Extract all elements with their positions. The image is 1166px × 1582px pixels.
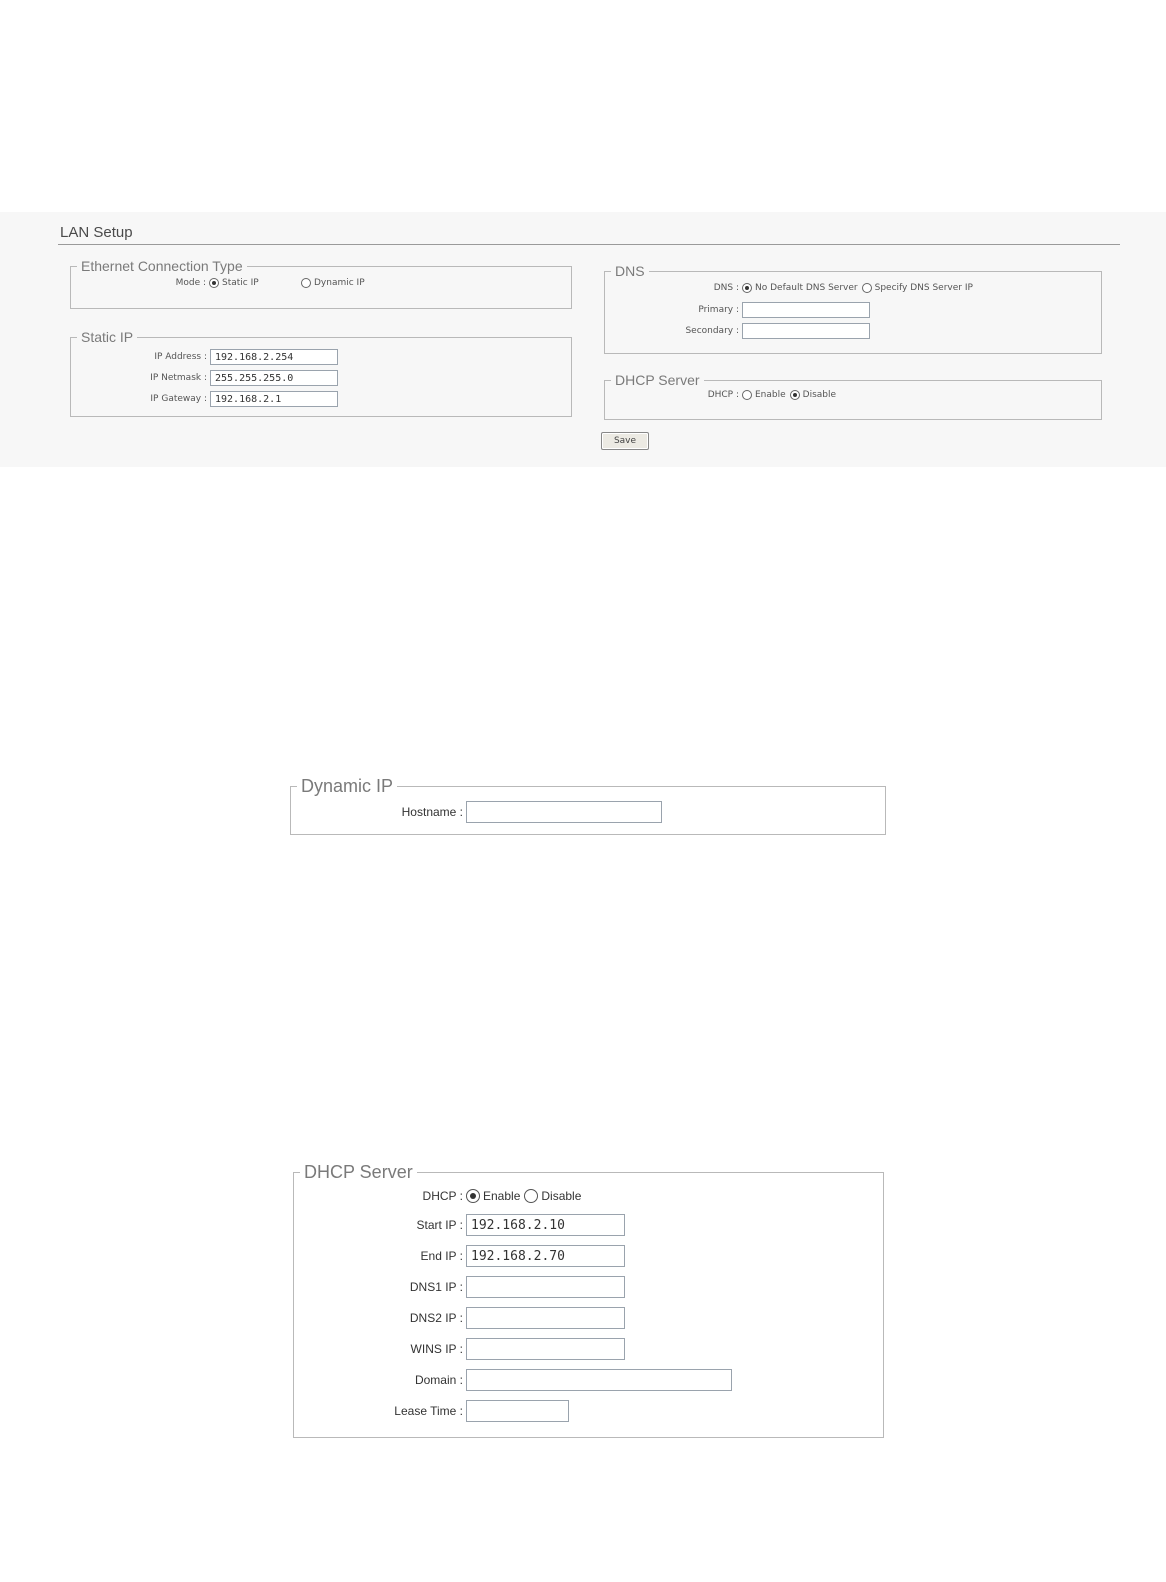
- static-ip-legend: Static IP: [81, 329, 134, 345]
- wins-ip-label: WINS IP :: [410, 1342, 463, 1356]
- end-ip-label: End IP :: [420, 1249, 463, 1263]
- dhcp-enable-radio-large[interactable]: Enable: [466, 1189, 520, 1203]
- dns-specify-radio[interactable]: Specify DNS Server IP: [862, 283, 973, 293]
- dns2-ip-input[interactable]: [466, 1307, 625, 1329]
- dns1-ip-label: DNS1 IP :: [409, 1280, 463, 1294]
- ethernet-connection-type-legend: Ethernet Connection Type: [81, 258, 243, 274]
- dynamic-ip-legend: Dynamic IP: [301, 776, 394, 796]
- ip-gateway-input[interactable]: [210, 391, 338, 407]
- ip-netmask-label: IP Netmask :: [150, 373, 207, 383]
- lease-time-input[interactable]: [466, 1400, 569, 1422]
- page-title: LAN Setup: [60, 224, 133, 241]
- dynamic-ip-group: [290, 776, 886, 835]
- dhcp-label: DHCP :: [707, 390, 739, 400]
- mode-label: Mode :: [175, 278, 206, 288]
- dns-primary-label: Primary :: [698, 305, 739, 315]
- mode-static-ip-radio[interactable]: Static IP: [209, 278, 301, 288]
- hostname-label: Hostname :: [401, 805, 463, 819]
- dns-legend: DNS: [615, 263, 645, 279]
- static-ip-group: [70, 329, 572, 417]
- radio-unselected-icon: [524, 1189, 538, 1203]
- end-ip-input[interactable]: [466, 1245, 625, 1267]
- start-ip-label: Start IP :: [416, 1218, 463, 1232]
- dns2-ip-label: DNS2 IP :: [409, 1311, 463, 1325]
- ip-netmask-input[interactable]: [210, 370, 338, 386]
- dhcp-server-legend: DHCP Server: [615, 372, 700, 388]
- radio-selected-icon: [209, 278, 219, 288]
- dns-label: DNS :: [713, 283, 739, 293]
- radio-unselected-icon: [742, 390, 752, 400]
- dhcp-disable-radio-large[interactable]: Disable: [524, 1189, 581, 1203]
- lan-setup-panel: [0, 212, 1166, 467]
- ip-address-label: IP Address :: [154, 352, 207, 362]
- domain-label: Domain :: [414, 1373, 463, 1387]
- save-button[interactable]: Save: [601, 432, 649, 450]
- dns1-ip-input[interactable]: [466, 1276, 625, 1298]
- dns-secondary-input[interactable]: [742, 323, 870, 339]
- dhcp-server-legend-large: DHCP Server: [304, 1162, 413, 1182]
- radio-selected-icon: [466, 1189, 480, 1203]
- dhcp-server-group: [293, 1162, 884, 1438]
- radio-selected-icon: [790, 390, 800, 400]
- radio-selected-icon: [742, 283, 752, 293]
- dhcp-disable-radio[interactable]: Disable: [790, 390, 836, 400]
- ethernet-connection-type-group: [70, 258, 572, 309]
- dns-secondary-label: Secondary :: [685, 326, 739, 336]
- dhcp-server-group-small: [604, 372, 1102, 420]
- title-divider: [58, 244, 1120, 245]
- dns-primary-input[interactable]: [742, 302, 870, 318]
- wins-ip-input[interactable]: [466, 1338, 625, 1360]
- dhcp-enable-radio[interactable]: Enable: [742, 390, 786, 400]
- ip-gateway-label: IP Gateway :: [150, 394, 207, 404]
- start-ip-input[interactable]: [466, 1214, 625, 1236]
- hostname-input[interactable]: [466, 801, 662, 823]
- dns-group: [604, 263, 1102, 354]
- lease-time-label: Lease Time :: [394, 1404, 463, 1418]
- dhcp-label-large: DHCP :: [422, 1189, 463, 1203]
- ip-address-input[interactable]: [210, 349, 338, 365]
- dns-no-default-radio[interactable]: No Default DNS Server: [742, 283, 858, 293]
- radio-unselected-icon: [862, 283, 872, 293]
- domain-input[interactable]: [466, 1369, 732, 1391]
- mode-dynamic-ip-radio[interactable]: Dynamic IP: [301, 278, 365, 288]
- radio-unselected-icon: [301, 278, 311, 288]
